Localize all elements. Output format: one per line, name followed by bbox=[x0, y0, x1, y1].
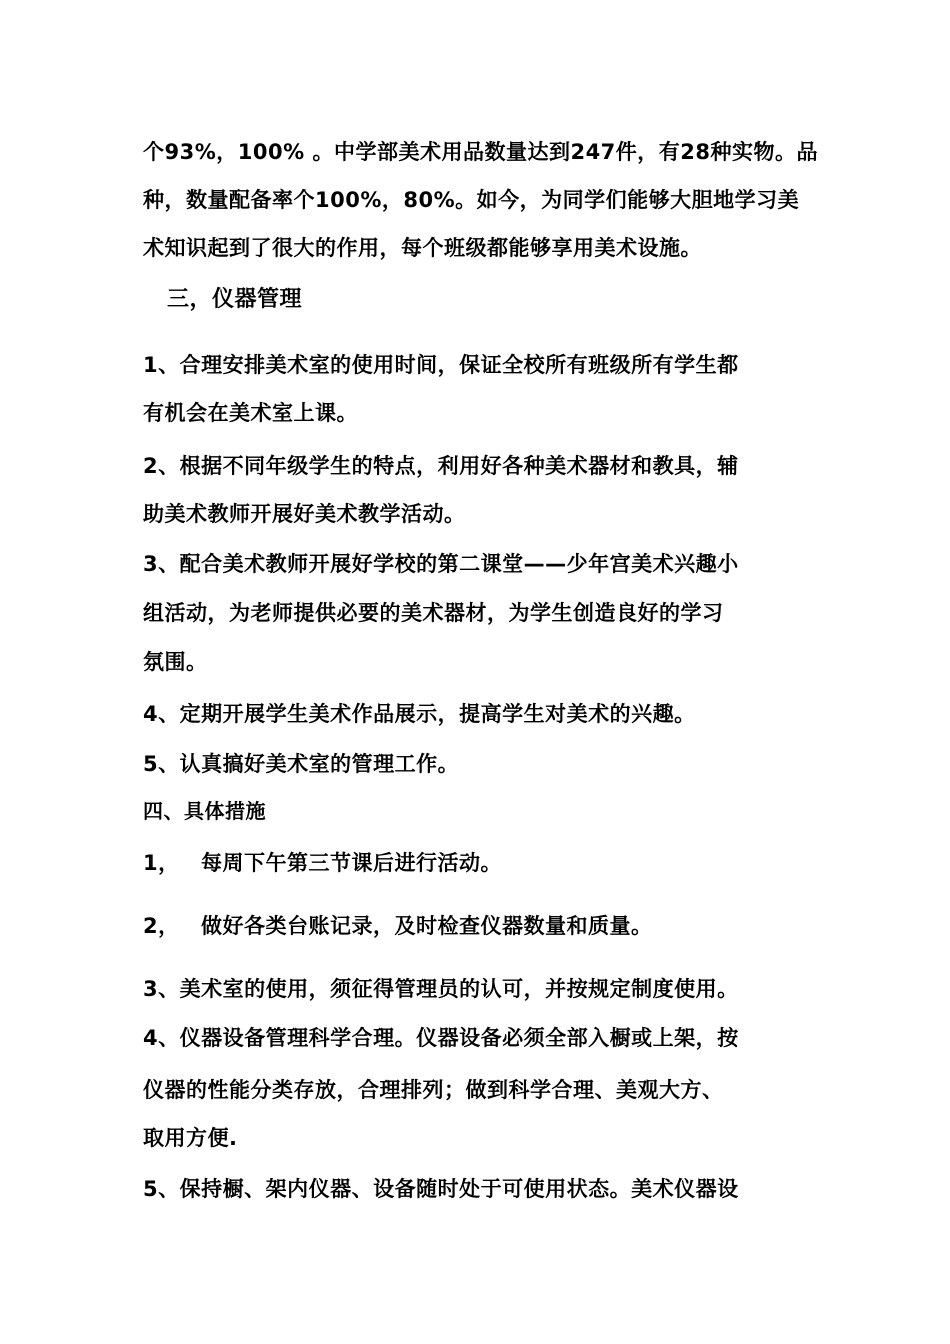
list-item: 5、认真搞好美术室的管理工作。 bbox=[143, 752, 460, 776]
list-item-text: 每周下午第三节课后进行活动。 bbox=[201, 851, 502, 875]
section-heading-instrument-management: 三，仪器管理 bbox=[167, 287, 303, 312]
list-item-continuation: 氛围。 bbox=[143, 650, 208, 674]
list-item-number: 1， bbox=[143, 851, 180, 875]
paragraph-line: 种，数量配备率个100%，80%。如今，为同学们能够大胆地学习美 bbox=[143, 188, 800, 212]
section-heading-specific-measures: 四、具体措施 bbox=[143, 799, 266, 823]
paragraph-line: 个93%，100% 。中学部美术用品数量达到247件，有28种实物。品 bbox=[143, 140, 819, 164]
list-item: 4、定期开展学生美术作品展示，提高学生对美术的兴趣。 bbox=[143, 702, 696, 726]
list-item-continuation: 助美术教师开展好美术教学活动。 bbox=[143, 502, 466, 526]
list-item: 3、美术室的使用，须征得管理员的认可，并按规定制度使用。 bbox=[143, 977, 739, 1001]
paragraph-line: 术知识起到了很大的作用，每个班级都能够享用美术设施。 bbox=[143, 236, 702, 260]
list-item: 2、根据不同年级学生的特点，利用好各种美术器材和教具，辅 bbox=[143, 454, 739, 478]
list-item-text: 做好各类台账记录，及时检查仪器数量和质量。 bbox=[201, 914, 653, 938]
list-item-continuation: 组活动，为老师提供必要的美术器材，为学生创造良好的学习 bbox=[143, 601, 724, 625]
list-item-number: 2， bbox=[143, 914, 180, 938]
list-item: 3、配合美术教师开展好学校的第二课堂——少年宫美术兴趣小 bbox=[143, 552, 739, 576]
list-item: 4、仪器设备管理科学合理。仪器设备必须全部入橱或上架，按 bbox=[143, 1026, 739, 1050]
list-item-continuation: 有机会在美术室上课。 bbox=[143, 401, 358, 425]
list-item-continuation: 仪器的性能分类存放，合理排列；做到科学合理、美观大方、 bbox=[143, 1078, 724, 1102]
list-item-continuation: 取用方便. bbox=[143, 1126, 238, 1150]
list-item: 1、合理安排美术室的使用时间，保证全校所有班级所有学生都 bbox=[143, 353, 739, 377]
list-item bbox=[143, 849, 823, 877]
list-item: 5、保持橱、架内仪器、设备随时处于可使用状态。美术仪器设 bbox=[143, 1177, 739, 1201]
list-item bbox=[143, 912, 823, 940]
